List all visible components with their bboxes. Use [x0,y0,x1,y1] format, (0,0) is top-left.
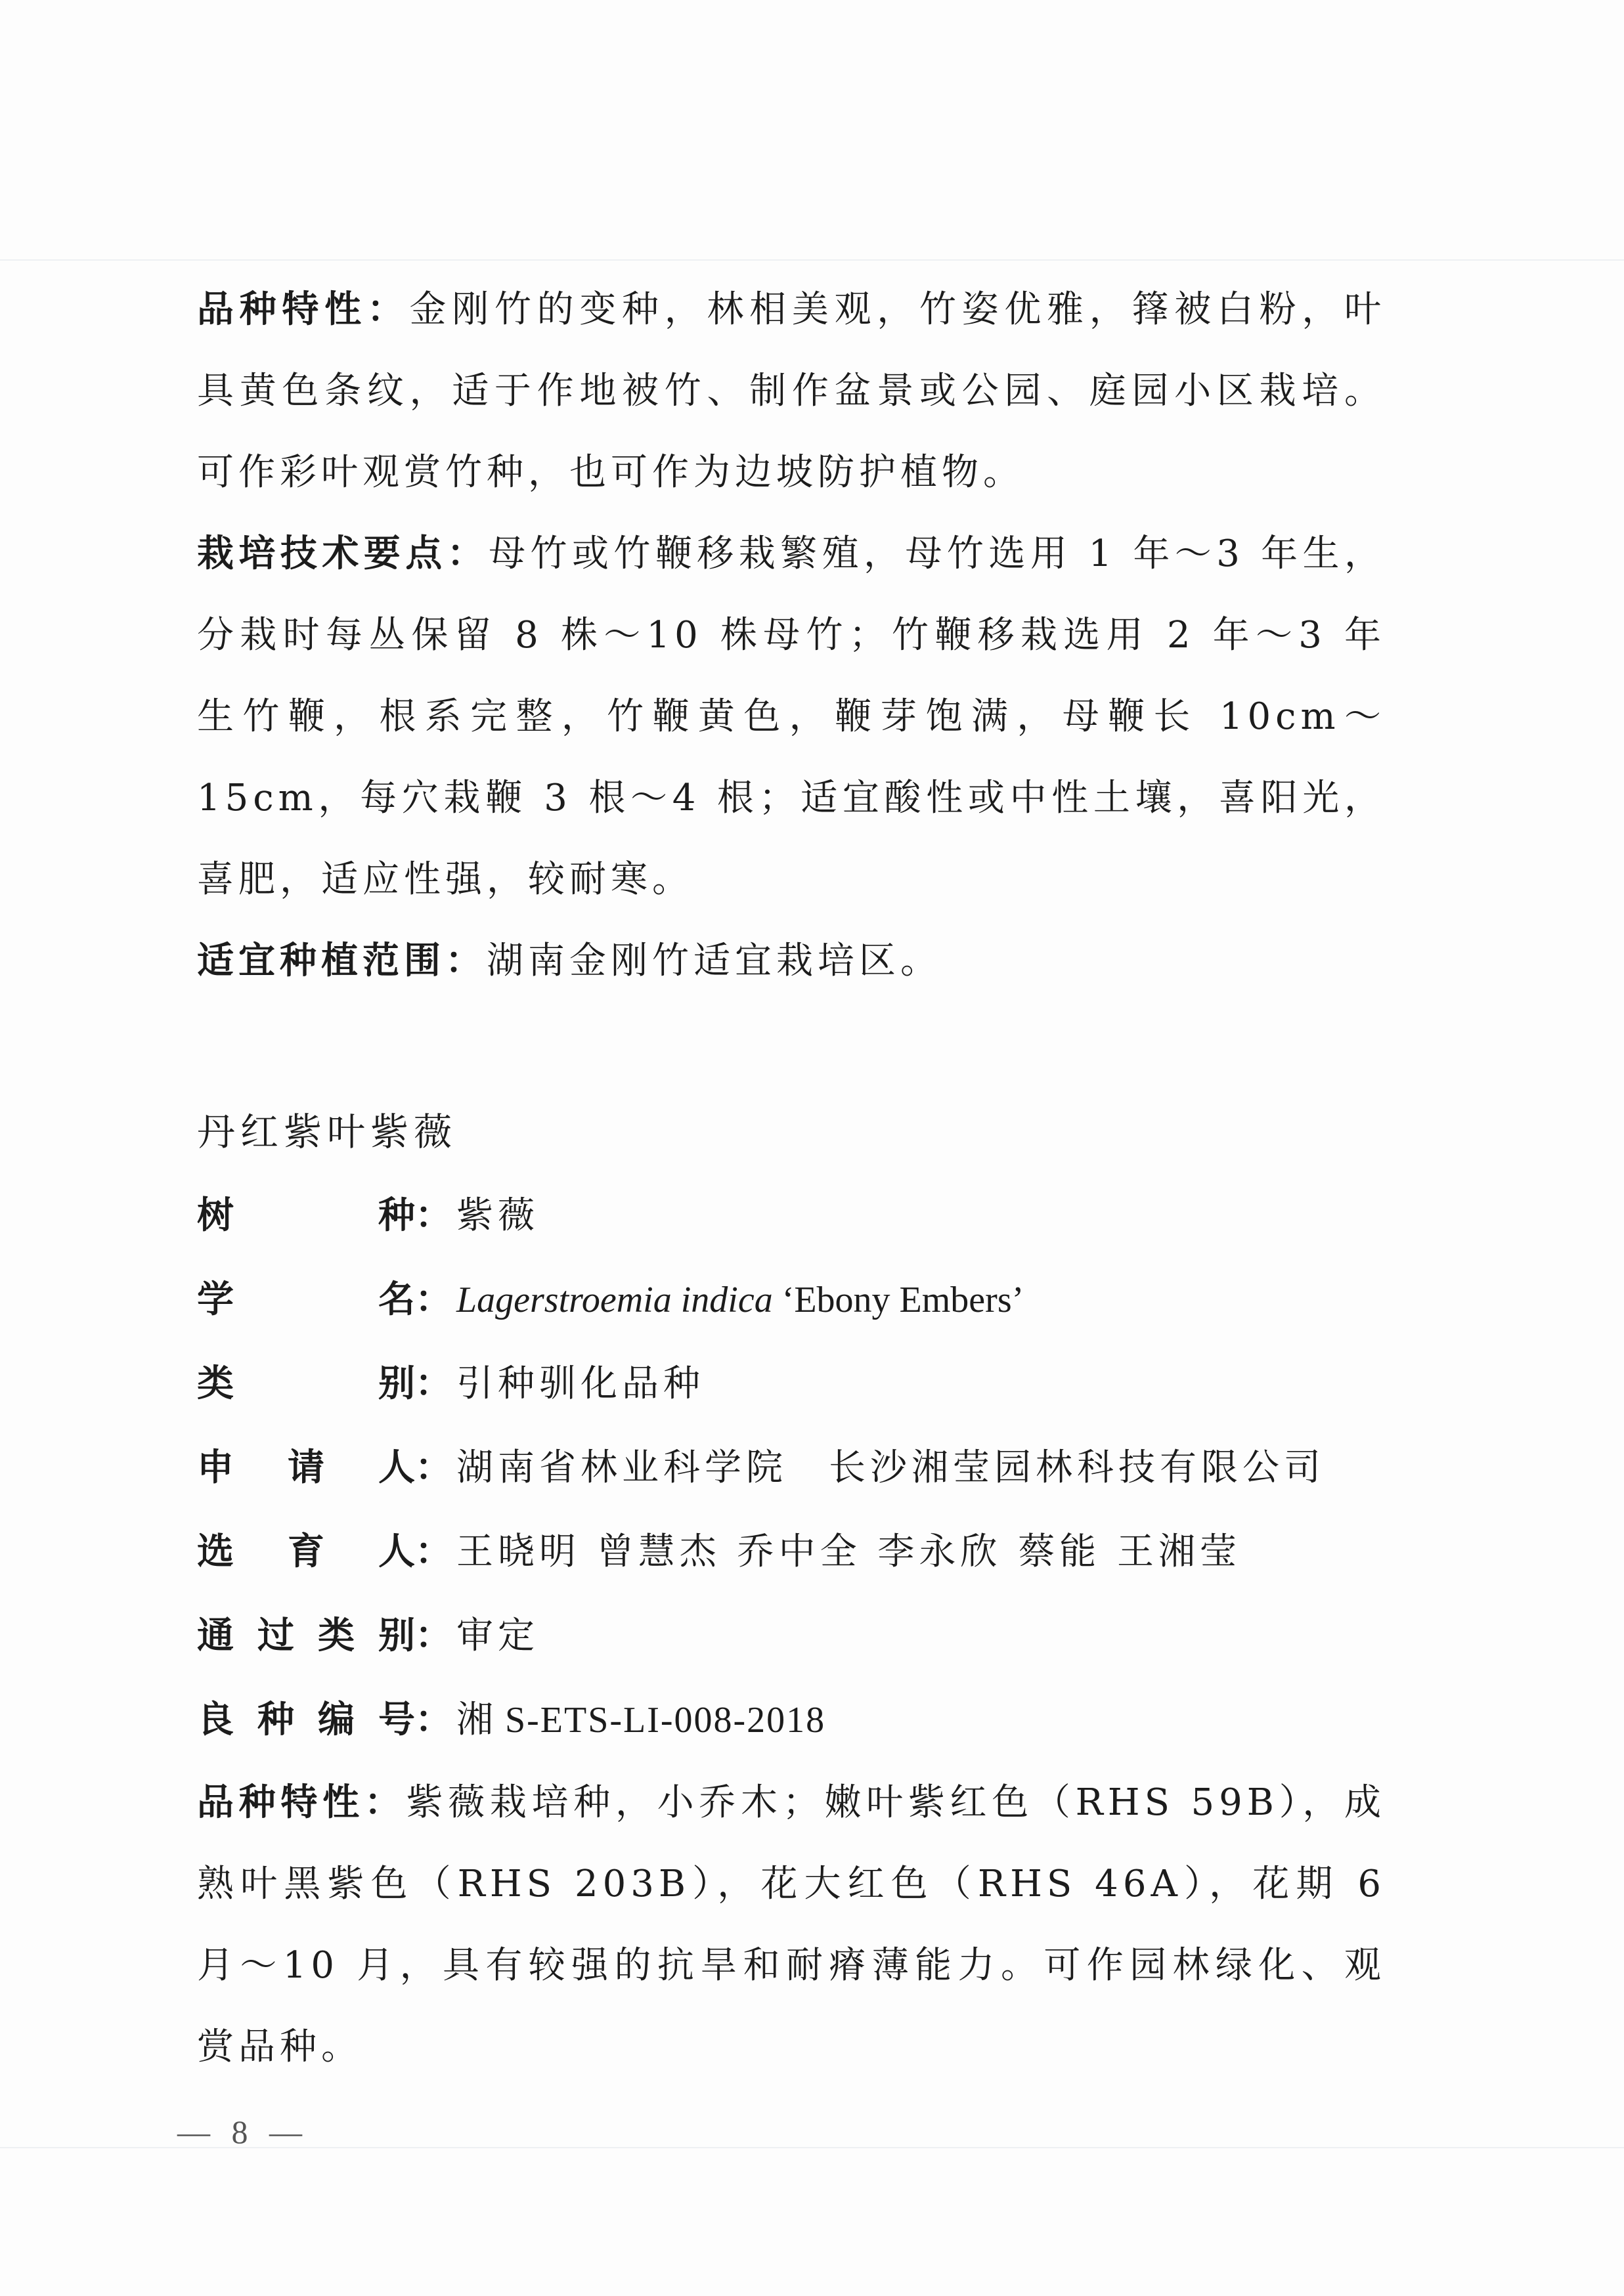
field-row: 良种编号：湘 S-ETS-LI-008-2018 [197,1678,1386,1762]
field-row: 申请人：湖南省林业科学院 长沙湘莹园林科技有限公司 [197,1426,1386,1510]
tech-paragraph [197,513,1386,921]
field-label: 通过类别 [197,1614,415,1657]
field-label: 树种 [197,1194,415,1237]
trait-label: 品种特性： [197,288,410,331]
field-label: 类别 [197,1362,415,1405]
trait-label: 品种特性： [197,1781,406,1824]
field-row: 通过类别：审定 [197,1594,1386,1678]
scientific-name: Lagerstroemia indica [456,1280,773,1320]
field-label: 学名 [197,1278,415,1321]
field-value: 引种驯化品种 [456,1362,705,1405]
tech-label: 栽培技术要点： [197,532,489,575]
field-label: 申请人 [197,1446,415,1489]
field-value: 王晓明 曾慧杰 乔中全 李永欣 蔡能 王湘莹 [456,1530,1242,1573]
field-value: 审定 [456,1614,539,1657]
field-value: 湖南省林业科学院 长沙湘莹园林科技有限公司 [456,1446,1325,1489]
range-paragraph [197,921,1386,1002]
field-label: 良种编号 [197,1699,415,1741]
trait-paragraph [197,269,1386,513]
variety-title: 丹红紫叶紫薇 [197,1110,458,1154]
cultivar-name: ‘Ebony Embers’ [772,1280,1024,1320]
section-bamboo [197,269,1386,1002]
range-label: 适宜种植范围： [197,940,487,982]
tech-text: 母竹或竹鞭移栽繁殖，母竹选用 1 年～3 年生，分栽时每丛保留 8 株～10 株母竹；竹鞭移栽选用 2 年～3 年生竹鞭，根系完整，竹鞭黄色，鞭芽饱满，母鞭长 10cm～15cm，每穴栽鞭 3 根～4 根；适宜酸性或中性土壤，喜阳光，喜肥，适应性强，较耐寒。 [197,532,1386,901]
range-text: 湖南金刚竹适宜栽培区。 [487,940,942,982]
field-value: 紫薇 [456,1194,539,1237]
field-label: 选育人 [197,1530,415,1573]
trait-paragraph [197,1762,1386,2088]
scan-line [0,259,1624,261]
section-crape-myrtle [197,1090,1386,2088]
field-value: 湘 S-ETS-LI-008-2018 [456,1700,826,1741]
field-row: 类别：引种驯化品种 [197,1342,1386,1426]
trait-text: 紫薇栽培种，小乔木；嫩叶紫红色（RHS 59B），成熟叶黑紫色（RHS 203B），花大红色（RHS 46A），花期 6 月～10 月，具有较强的抗旱和耐瘠薄能力。可作园林绿化、观赏品种。 [197,1781,1386,2068]
field-row: 学名：Lagerstroemia indica ‘Ebony Embers’ [197,1258,1386,1342]
field-row: 树种：紫薇 [197,1174,1386,1258]
page-number: — 8 — [177,2113,309,2150]
field-row: 选育人：王晓明 曾慧杰 乔中全 李永欣 蔡能 王湘莹 [197,1510,1386,1594]
trait-text: 金刚竹的变种，林相美观，竹姿优雅，箨被白粉，叶具黄色条纹，适于作地被竹、制作盆景或公园、庭园小区栽培。可作彩叶观赏竹种，也可作为边坡防护植物。 [197,288,1386,494]
